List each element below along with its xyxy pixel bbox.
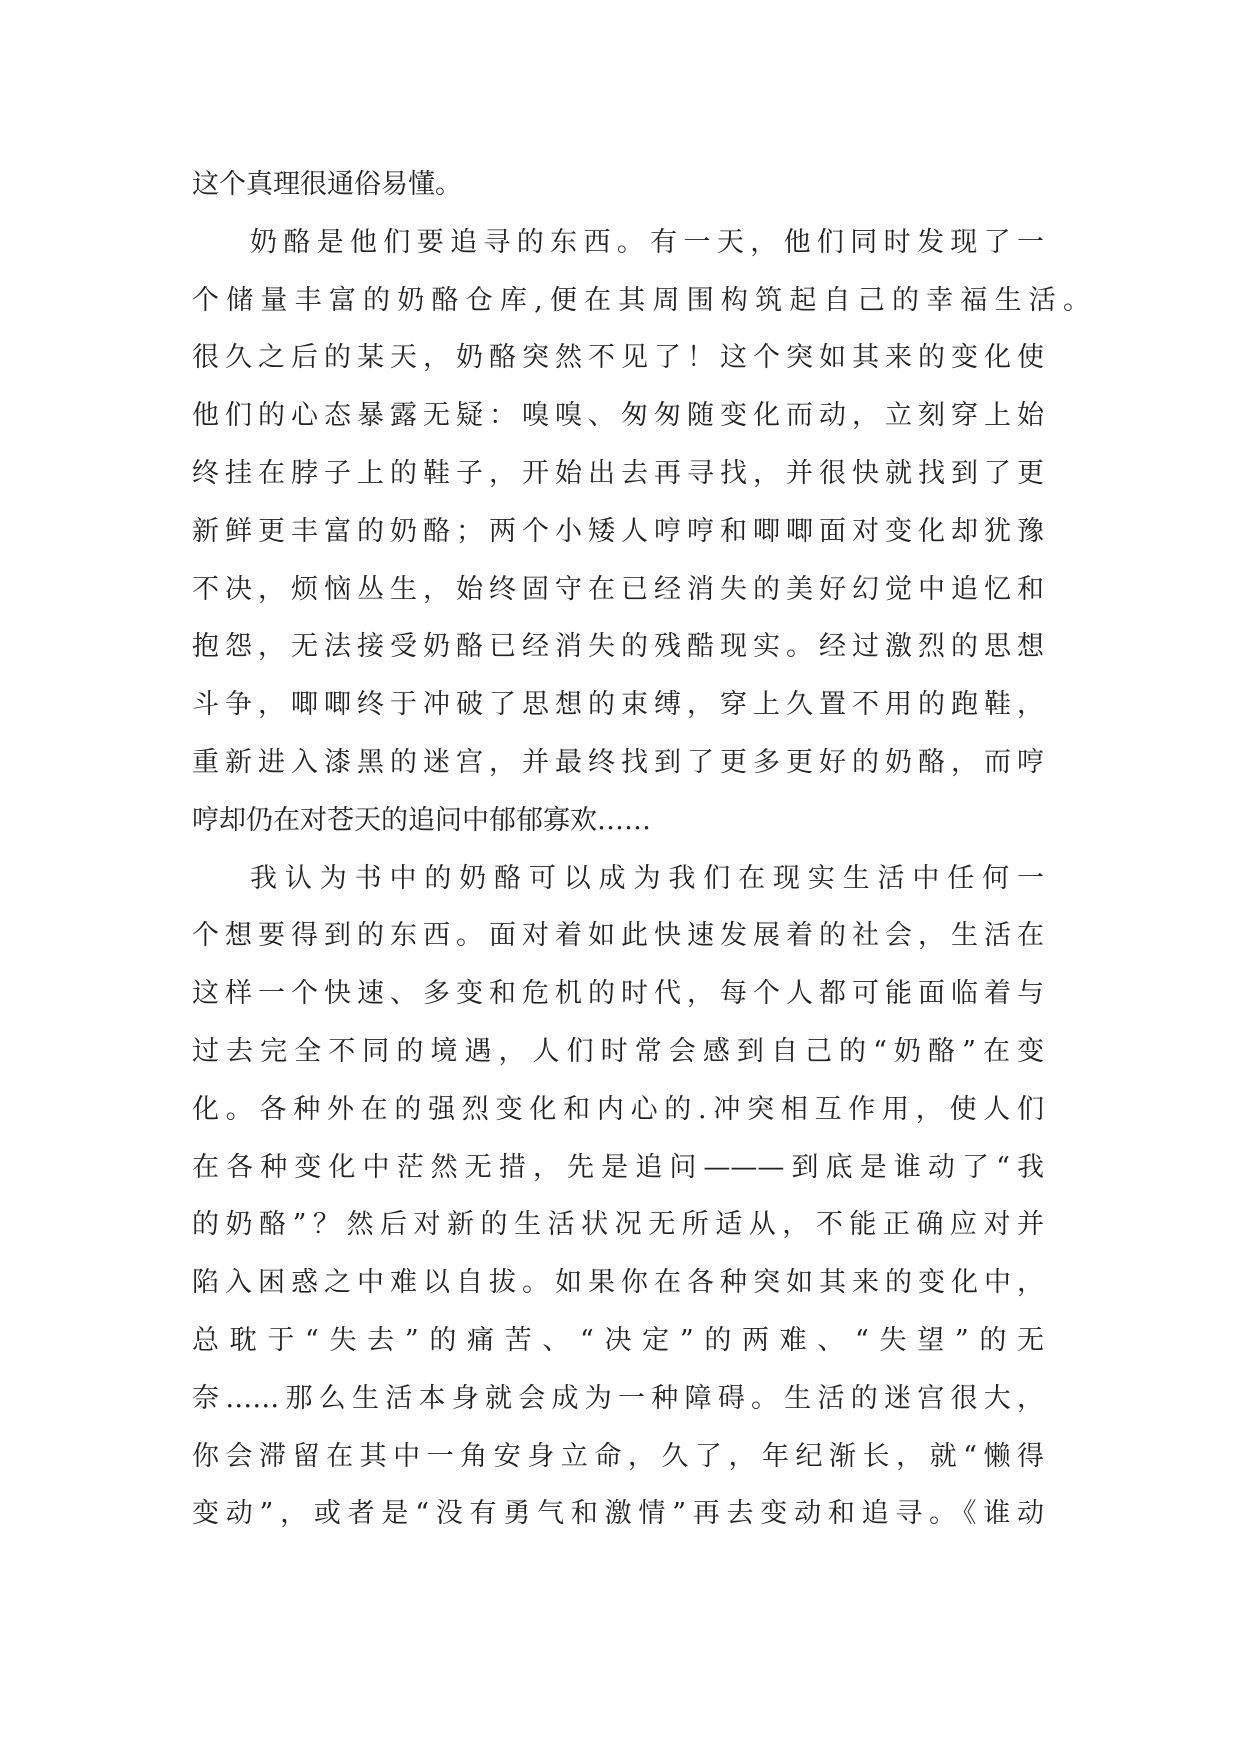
text-line: 重新进入漆黑的迷宫，并最终找到了更多更好的奶酪，而哼: [192, 746, 1044, 778]
paragraph-last-line: 哼却仍在对苍天的追问中郁郁寡欢……: [192, 804, 651, 836]
text-line: 个想要得到的东西。面对着如此快速发展着的社会，生活在: [192, 920, 1044, 952]
paragraph-first-line: 奶酪是他们要追寻的东西。有一天，他们同时发现了一: [250, 226, 1044, 258]
text-line: 陷入困惑之中难以自拔。如果你在各种突如其来的变化中，: [192, 1267, 1044, 1299]
text-line: 化。各种外在的强烈变化和内心的.冲突相互作用，使人们: [192, 1093, 1044, 1125]
text-line: 很久之后的某天，奶酪突然不见了！这个突如其来的变化使: [192, 342, 1044, 374]
text-line: 终挂在脖子上的鞋子，开始出去再寻找，并很快就找到了更: [192, 457, 1044, 489]
body-text: [192, 156, 1092, 1543]
text-line: 总耽于“失去”的痛苦、“决定”的两难、“失望”的无: [192, 1324, 1044, 1356]
paragraph-first-line: 我认为书中的奶酪可以成为我们在现实生活中任何一: [250, 862, 1044, 894]
text-line: 斗争，唧唧终于冲破了思想的束缚，穿上久置不用的跑鞋，: [192, 689, 1044, 721]
text-line: 奈……那么生活本身就会成为一种障碍。生活的迷宫很大，: [192, 1382, 1044, 1414]
text-line: 他们的心态暴露无疑：嗅嗅、匆匆随变化而动，立刻穿上始: [192, 400, 1044, 432]
text-line: 你会滞留在其中一角安身立命，久了，年纪渐长，就“懒得: [192, 1440, 1044, 1472]
text-line: 新鲜更丰富的奶酪；两个小矮人哼哼和唧唧面对变化却犹豫: [192, 515, 1044, 547]
text-line: 的奶酪”？然后对新的生活状况无所适从，不能正确应对并: [192, 1209, 1044, 1241]
text-line: 这样一个快速、多变和危机的时代，每个人都可能面临着与: [192, 978, 1044, 1010]
text-line: 不决，烦恼丛生，始终固守在已经消失的美好幻觉中追忆和: [192, 573, 1044, 605]
text-line: 个储量丰富的奶酪仓库,便在其周围构筑起自己的幸福生活。: [192, 284, 1090, 316]
text-line: 过去完全不同的境遇，人们时常会感到自己的“奶酪”在变: [192, 1035, 1044, 1067]
text-line: 在各种变化中茫然无措，先是追问———到底是谁动了“我: [192, 1151, 1044, 1183]
text-line: 这个真理很通俗易懂。: [192, 169, 462, 200]
text-line: 抱怨，无法接受奶酪已经消失的残酷现实。经过激烈的思想: [192, 631, 1044, 663]
text-line: 变动”，或者是“没有勇气和激情”再去变动和追寻。《谁动: [192, 1498, 1044, 1530]
